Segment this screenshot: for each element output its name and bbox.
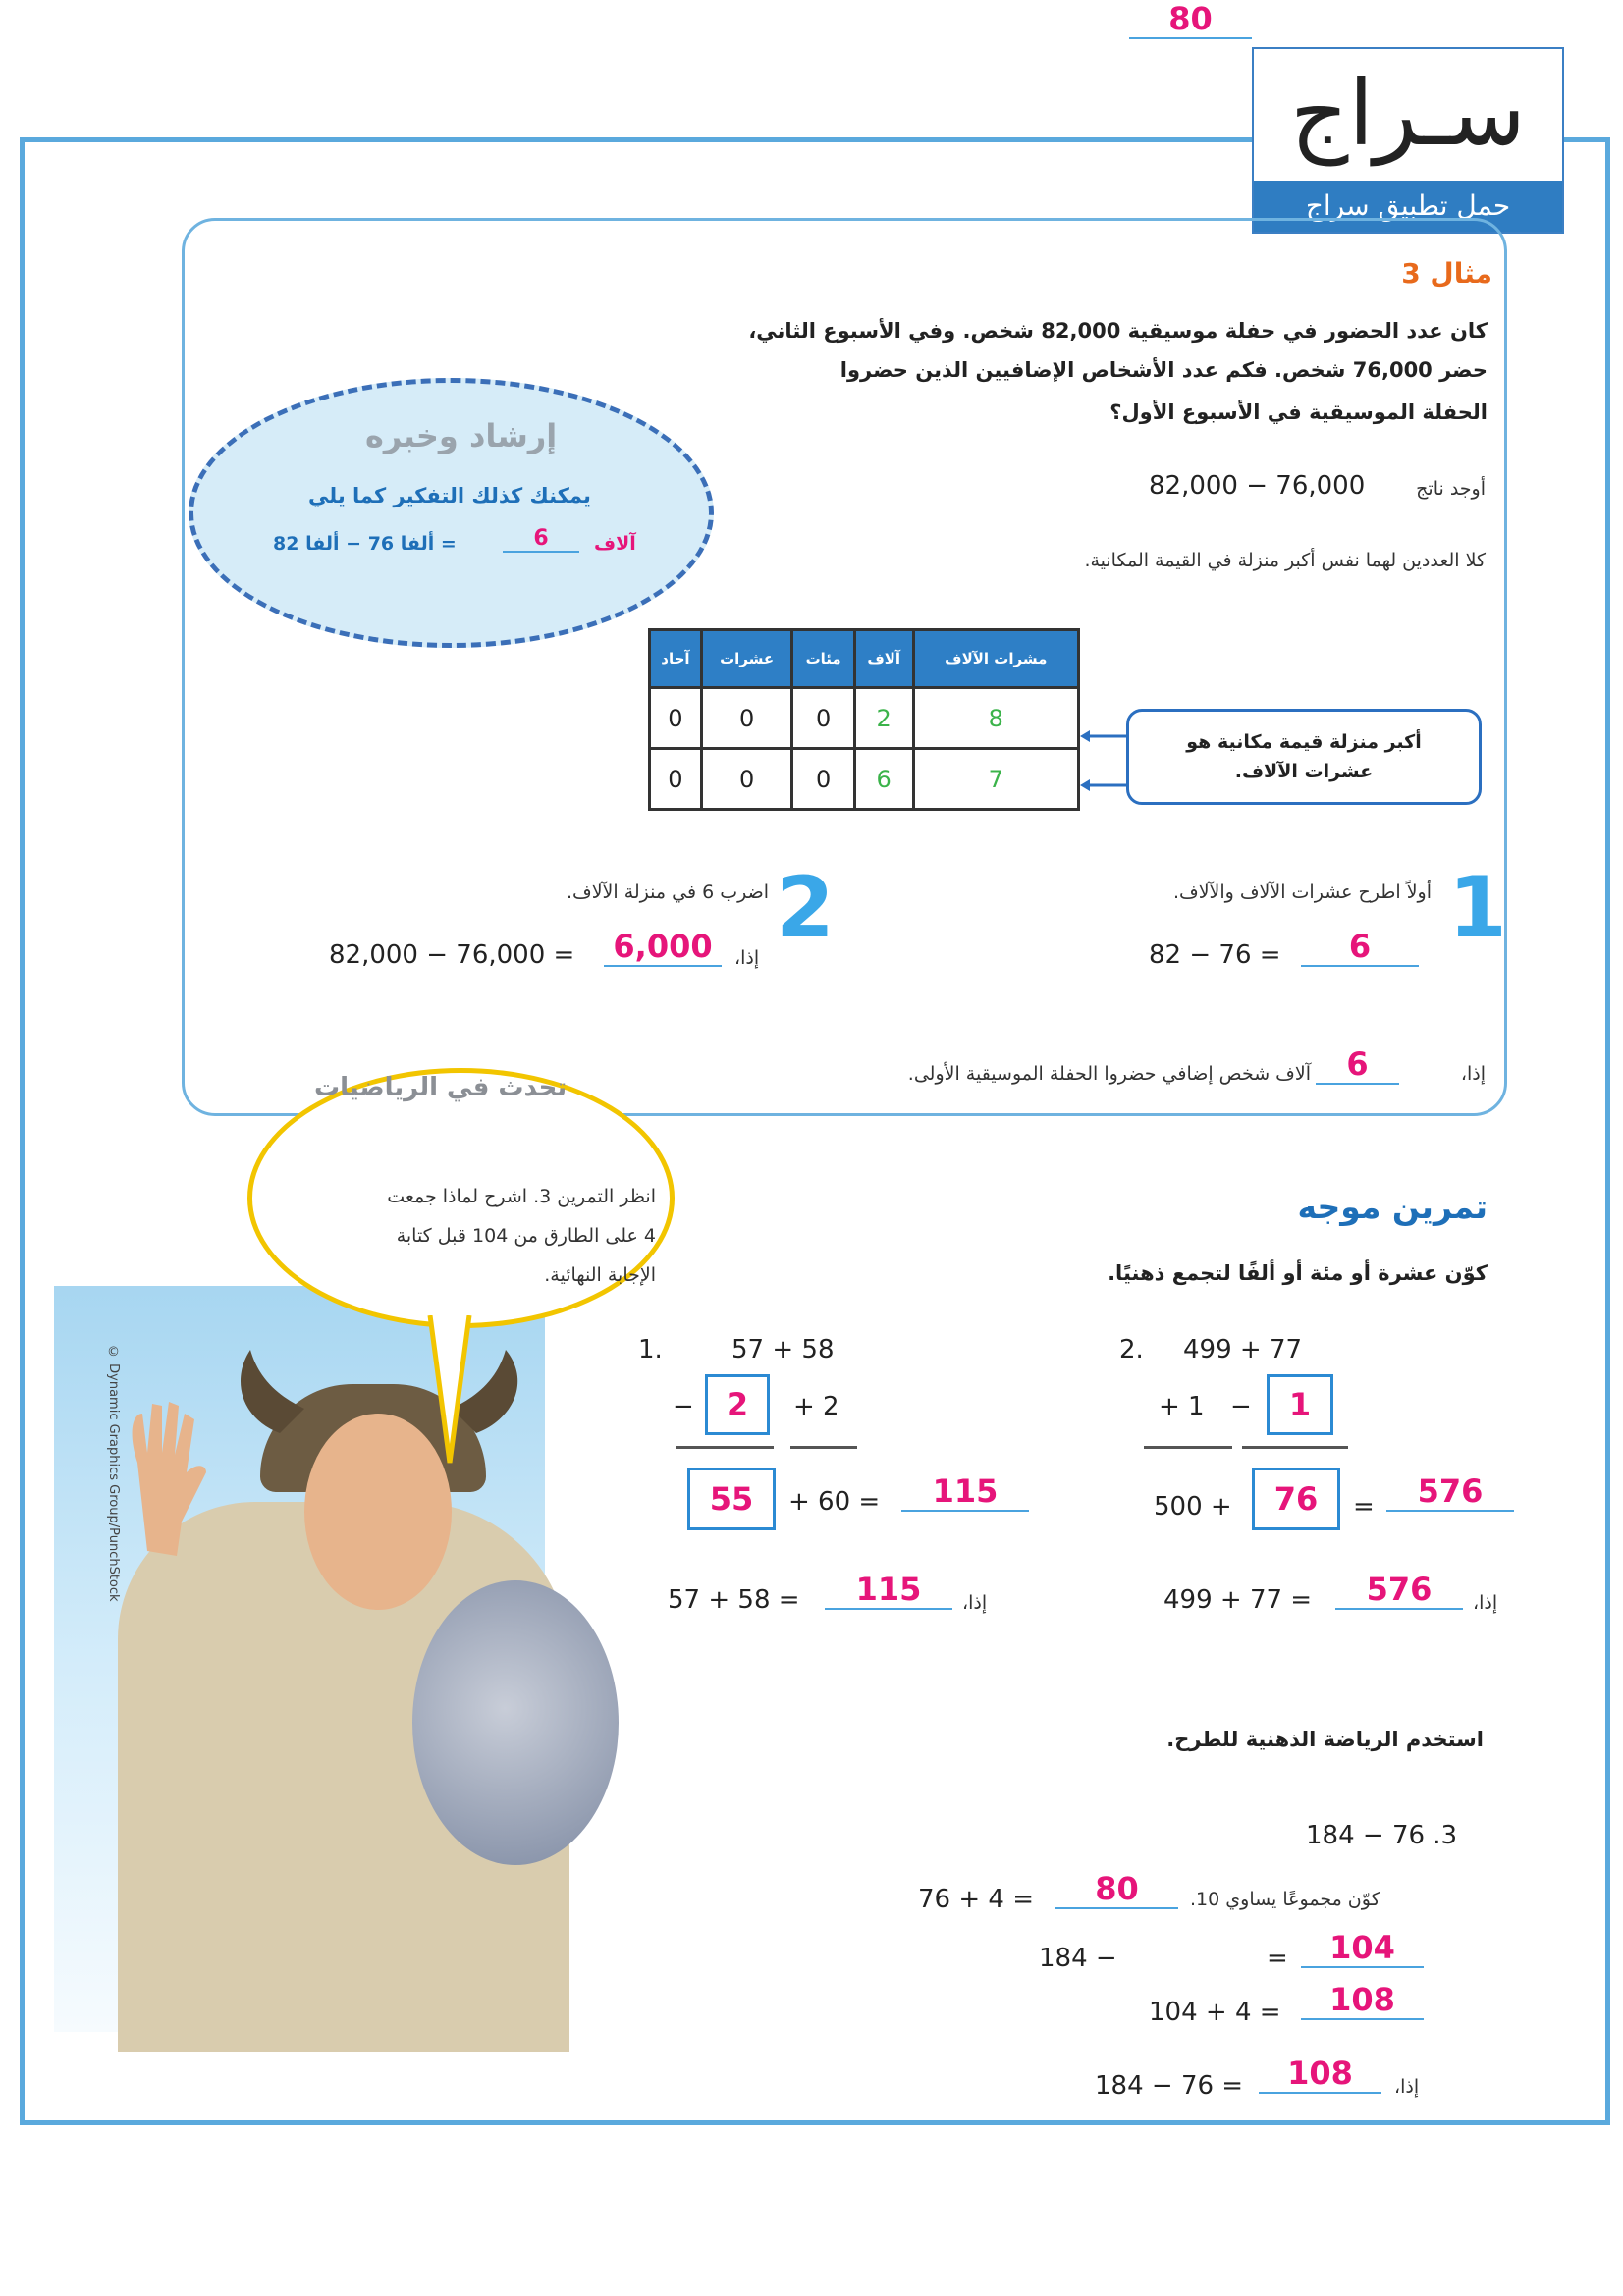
speech-title: تحدث في الرياضيات	[314, 1073, 568, 1102]
ex3-answer-1[interactable]: 80	[1055, 1870, 1178, 1909]
practice-title: تمرين موجه	[1297, 1188, 1488, 1226]
step-1-answer[interactable]: 6	[1301, 928, 1419, 967]
ex2-lead: 500 +	[1154, 1492, 1232, 1522]
ex3-expression-3: 104 + 4 =	[1149, 1998, 1281, 2027]
ex1-bar-1	[676, 1446, 774, 1449]
place-value-table	[648, 628, 1080, 811]
problem-line-2: حضر 76,000 شخص. فكم عدد الأشخاص الإضافيين الذين حضروا	[839, 358, 1488, 382]
callout-box	[1126, 709, 1482, 805]
callout-line-1: أكبر منزلة قيمة مكانية هو	[1186, 731, 1422, 753]
logo-tagline: حمل تطبيق سراج	[1254, 181, 1562, 232]
cell: 2	[854, 688, 913, 749]
cell: 0	[701, 749, 792, 810]
conclusion-text: آلاف شخص إضافي حضروا الحفلة الموسيقية الأولى.	[907, 1063, 1311, 1085]
ex1-answer[interactable]: 115	[901, 1472, 1029, 1512]
find-expression: 82,000 − 76,000	[1149, 471, 1366, 501]
ex1-minus: −	[673, 1392, 694, 1421]
ex2-box-1[interactable]: 1	[1267, 1374, 1333, 1435]
place-value-note: كلا العددين لهما نفس أكبر منزلة في القيمة المكانية.	[1084, 550, 1486, 571]
ex3-answer-4[interactable]: 108	[1259, 2055, 1381, 2094]
step-2-answer[interactable]: 6,000	[604, 928, 722, 967]
ex2-box-2[interactable]: 76	[1252, 1468, 1340, 1530]
ex1-rest: + 60 =	[788, 1487, 881, 1517]
header-thousands: آلاف	[854, 630, 913, 688]
ex3-step-label: كوّن مجموعًا يساوي 10.	[1190, 1889, 1380, 1910]
logo-wordmark: سـراج	[1290, 61, 1526, 166]
header-ten-thousands: مشرات الآلاف	[913, 630, 1078, 688]
ex2-number: 2.	[1119, 1335, 1144, 1364]
viking-raised-hand	[108, 1394, 216, 1561]
conclusion-prefix: إذا،	[1460, 1063, 1486, 1085]
step-1-text: أولاً اطرح عشرات الآلاف والآلاف.	[1172, 881, 1432, 903]
speech-line-2: 4 على الطارق من 104 قبل كتابة	[396, 1225, 656, 1247]
subtraction-instruction: استخدم الرياضة الذهنية للطرح.	[1166, 1728, 1484, 1751]
ex3-equals: =	[1267, 1944, 1288, 1973]
app-logo[interactable]	[1252, 47, 1564, 234]
ex2-final-answer[interactable]: 576	[1335, 1571, 1463, 1610]
header-tens: عشرات	[701, 630, 792, 688]
ex1-box-2[interactable]: 55	[687, 1468, 776, 1530]
callout-line-2: عشرات الآلاف.	[1234, 761, 1374, 782]
cell: 0	[792, 688, 854, 749]
header-hundreds: مئات	[792, 630, 854, 688]
ex1-box-1[interactable]: 2	[705, 1374, 770, 1435]
ex1-final-expression: 57 + 58 =	[668, 1585, 800, 1615]
step-2-expression: 82,000 − 76,000 =	[329, 940, 575, 970]
cell: 0	[792, 749, 854, 810]
problem-line-1: كان عدد الحضور في حفلة موسيقية 82,000 شخص. وفي الأسبوع الثاني،	[748, 319, 1488, 343]
step-1-icon: 1	[1448, 859, 1507, 957]
cell: 8	[913, 688, 1078, 749]
speech-line-1: انظر التمرين 3. اشرح لماذا جمعت	[387, 1186, 656, 1207]
ex2-plus-1: + 1	[1159, 1392, 1205, 1421]
cell: 7	[913, 749, 1078, 810]
cell: 0	[701, 688, 792, 749]
ex1-so: إذا،	[962, 1592, 988, 1614]
ex3-answer-2b[interactable]: 104	[1301, 1929, 1424, 1968]
tip-line-1: يمكنك كذلك التفكير كما يلي	[308, 484, 591, 507]
ex2-minus: −	[1230, 1392, 1252, 1421]
tip-answer[interactable]: 6	[503, 526, 579, 553]
header-ones: آحاد	[650, 630, 702, 688]
ex3-answer-3[interactable]: 108	[1301, 1981, 1424, 2020]
cell: 6	[854, 749, 913, 810]
step-2-text: اضرب 6 في منزلة الآلاف.	[566, 881, 769, 903]
step-2-prefix: إذا،	[734, 947, 760, 969]
ex2-final-expression: 499 + 77 =	[1163, 1585, 1313, 1615]
ex3-expression-1: 76 + 4 =	[918, 1885, 1034, 1914]
example-heading: مثال 3	[1401, 257, 1492, 290]
ex1-bar-2	[790, 1446, 857, 1449]
tip-title: إرشاد وخبره	[365, 417, 558, 454]
ex2-bar-2	[1242, 1446, 1348, 1449]
tip-prefix: آلاف	[594, 533, 636, 555]
problem-line-3: الحفلة الموسيقية في الأسبوع الأول؟	[1109, 400, 1488, 424]
ex3-so: إذا،	[1394, 2076, 1420, 2098]
cell: 0	[650, 688, 702, 749]
tip-expression: = ألفا 76 − ألفا 82	[273, 533, 457, 555]
photo-credit: © Dynamic Graphics Group/PunchStock	[106, 1345, 121, 1602]
ex2-so: إذا،	[1473, 1592, 1498, 1614]
ex2-bar-1	[1144, 1446, 1232, 1449]
cell: 0	[650, 749, 702, 810]
ex2-expression: 499 + 77	[1183, 1335, 1303, 1364]
ex3-expression-2a: 184 −	[1039, 1944, 1117, 1973]
ex3-heading: 184 − 76 .3	[1306, 1821, 1458, 1850]
find-label: أوجد ناتج	[1416, 478, 1486, 500]
step-1-expression: 82 − 76 =	[1149, 940, 1281, 970]
ex2-answer[interactable]: 576	[1386, 1472, 1514, 1512]
ex3-expression-4: 184 − 76 =	[1095, 2071, 1244, 2101]
practice-instruction: كوّن عشرة أو مئة أو ألفًا لتجمع ذهنيًا.	[1108, 1261, 1488, 1285]
step-2-icon: 2	[776, 859, 835, 957]
ex3-answer-2a[interactable]: 80	[1129, 0, 1252, 39]
ex1-expression: 57 + 58	[731, 1335, 835, 1364]
speech-line-3: الإجابة النهائية.	[544, 1264, 656, 1286]
callout-arrows	[1080, 717, 1129, 805]
speech-tail	[422, 1315, 481, 1472]
viking-shield	[412, 1580, 619, 1865]
ex1-number: 1.	[638, 1335, 663, 1364]
conclusion-answer[interactable]: 6	[1316, 1045, 1399, 1085]
ex2-equals: =	[1353, 1492, 1375, 1522]
ex1-final-answer[interactable]: 115	[825, 1571, 952, 1610]
ex1-plus-2: + 2	[793, 1392, 839, 1421]
